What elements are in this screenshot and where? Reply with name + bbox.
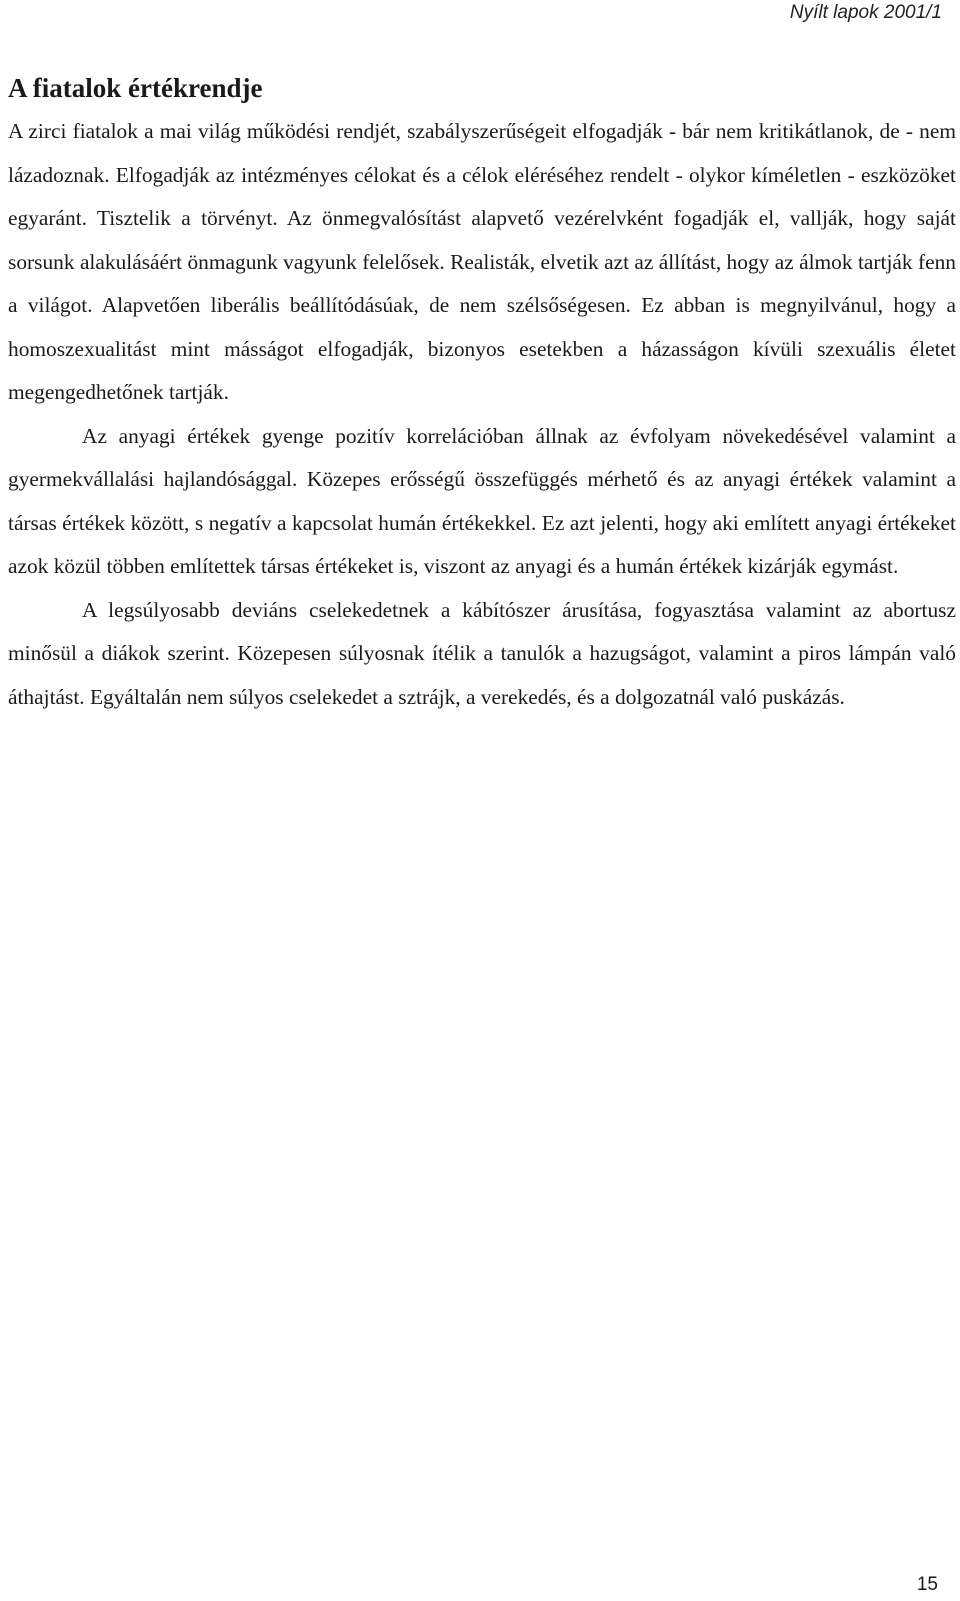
- paragraph-1: A zirci fiatalok a mai világ működési rendjét, szabályszerűségeit elfogadják - bár nem kritikátlanok, de - nem lázadoznak. Elfogadják az intézményes célokat és a célok eléréséhez rendelt - olykor kíméletlen - eszközöket egyaránt. Tisztelik a törvényt. Az önmegvalósítást alapvető vezérelvként fogadják el, vallják, hogy saját sorsunk alakulásáért önmagunk vagyunk felelősek. Realisták, elvetik azt az állítást, hogy az álmok tartják fenn a világot. Alapvetően liberális beállítódásúak, de nem szélsőségesen. Ez abban is megnyilvánul, hogy a homoszexualitást mint másságot elfogadják, bizonyos esetekben a házasságon kívüli szexuális életet megengedhetőnek tartják.: [8, 119, 956, 404]
- page-number: 15: [916, 1574, 938, 1595]
- running-header: Nyílt lapok 2001/1: [789, 2, 942, 23]
- article: [8, 66, 956, 719]
- paragraph-3: A legsúlyosabb deviáns cselekedetnek a kábítószer árusítása, fogyasztása valamint az abortusz minősül a diákok szerint. Közepesen súlyosnak ítélik a tanulók a hazugságot, valamint a piros lámpán való áthajtást. Egyáltalán nem súlyos cselekedet a sztrájk, a verekedés, és a dolgozatnál való puskázás.: [8, 597, 956, 709]
- paragraph-2: Az anyagi értékek gyenge pozitív korrelációban állnak az évfolyam növekedésével valamint a gyermekvállalási hajlandósággal. Közepes erősségű összefüggés mérhető és az anyagi értékek valamint a társas értékek között, s negatív a kapcsolat humán értékekkel. Ez azt jelenti, hogy aki említett anyagi értékeket azok közül többen említettek társas értékeket is, viszont az anyagi és a humán értékek kizárják egymást.: [8, 423, 956, 578]
- article-title: A fiatalok értékrendje: [8, 73, 263, 103]
